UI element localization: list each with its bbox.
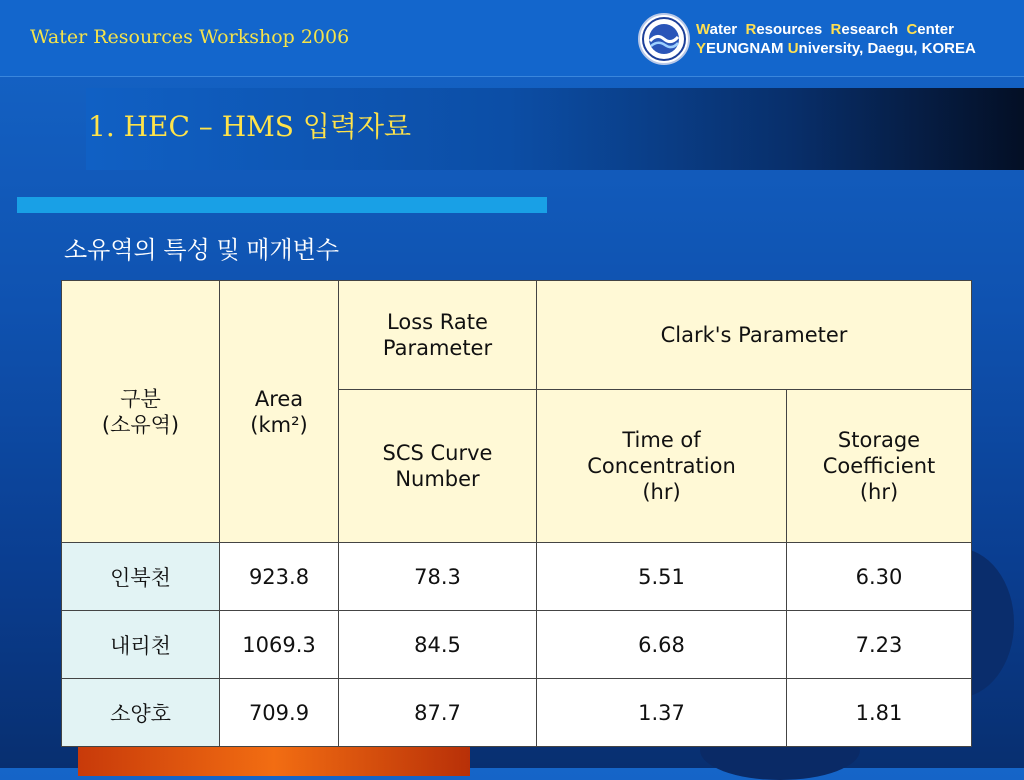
header-basin: 구분 (소유역)	[62, 281, 220, 543]
storage-coefficient-cell: 7.23	[787, 611, 972, 679]
header-area: Area (km²)	[220, 281, 339, 543]
area-cell: 709.9	[220, 679, 339, 747]
basin-name-cell: 소양호	[62, 679, 220, 747]
time-of-concentration-cell: 5.51	[537, 543, 787, 611]
center-line-1: Water Resources Research Center	[696, 21, 954, 38]
accent-bar	[17, 197, 547, 213]
research-center-name	[696, 20, 976, 58]
basin-name-cell: 내리천	[62, 611, 220, 679]
header-clark-group: Clark's Parameter	[537, 281, 972, 390]
curve-number-cell: 87.7	[339, 679, 537, 747]
center-line-2: YEUNGNAM University, Daegu, KOREA	[696, 40, 976, 57]
slide-title: 1. HEC – HMS 입력자료	[88, 110, 412, 143]
decorative-orange-strip	[78, 746, 470, 776]
table-row	[62, 611, 972, 679]
header-bar	[0, 0, 1024, 77]
header-time-of-concentration: Time of Concentration (hr)	[537, 390, 787, 543]
time-of-concentration-cell: 6.68	[537, 611, 787, 679]
header-storage-coefficient: Storage Coefficient (hr)	[787, 390, 972, 543]
slide-subtitle: 소유역의 특성 및 매개변수	[64, 237, 340, 264]
header-loss-rate-group: Loss Rate Parameter	[339, 281, 537, 390]
basin-parameter-table	[61, 280, 972, 747]
workshop-title: Water Resources Workshop 2006	[30, 26, 350, 48]
storage-coefficient-cell: 1.81	[787, 679, 972, 747]
area-cell: 1069.3	[220, 611, 339, 679]
table-row	[62, 543, 972, 611]
curve-number-cell: 78.3	[339, 543, 537, 611]
header-scs-curve-number: SCS Curve Number	[339, 390, 537, 543]
basin-name-cell: 인북천	[62, 543, 220, 611]
curve-number-cell: 84.5	[339, 611, 537, 679]
university-logo	[638, 13, 690, 65]
time-of-concentration-cell: 1.37	[537, 679, 787, 747]
table-row	[62, 679, 972, 747]
storage-coefficient-cell: 6.30	[787, 543, 972, 611]
area-cell: 923.8	[220, 543, 339, 611]
